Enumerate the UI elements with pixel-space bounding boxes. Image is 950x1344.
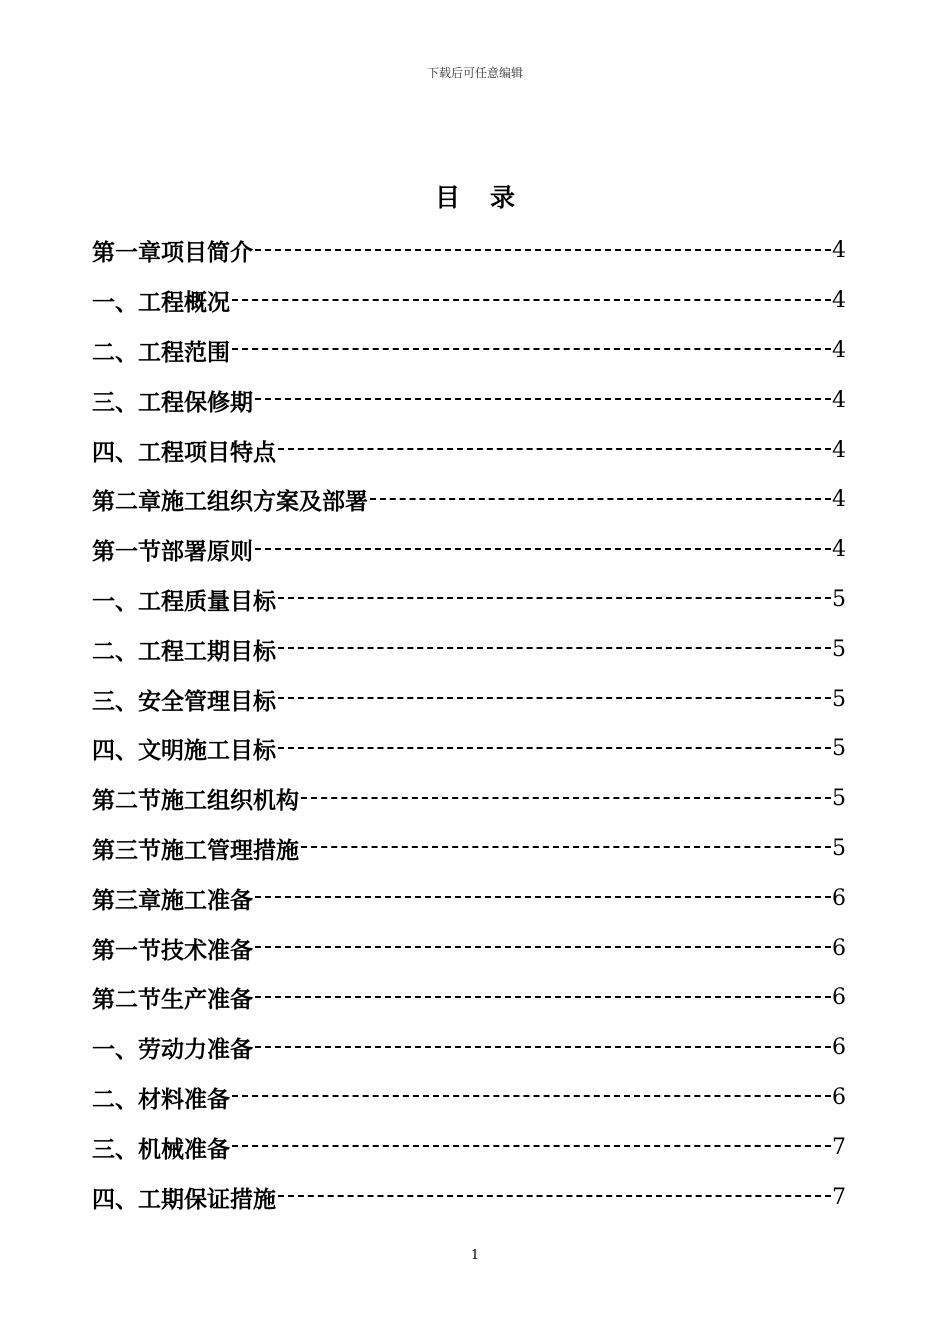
toc-entry-page: 6 bbox=[832, 1084, 846, 1110]
toc-entry[interactable] bbox=[92, 375, 846, 425]
toc-entry[interactable] bbox=[92, 923, 846, 973]
page-number: 1 bbox=[470, 1248, 480, 1263]
toc-entry-page: 6 bbox=[832, 935, 846, 961]
toc-leader-line bbox=[370, 498, 831, 500]
toc-entry[interactable] bbox=[92, 1122, 846, 1172]
toc-entry-label: 二、工程工期目标 bbox=[92, 638, 276, 665]
toc-leader-line bbox=[301, 797, 831, 799]
toc-entry-label: 三、安全管理目标 bbox=[92, 688, 276, 715]
toc-entry-page: 5 bbox=[832, 835, 846, 861]
toc-leader-line bbox=[278, 747, 831, 749]
toc-entry-label: 一、工程概况 bbox=[92, 290, 230, 317]
toc-entry-page: 7 bbox=[832, 1134, 846, 1160]
toc-entry-label: 三、机械准备 bbox=[92, 1136, 230, 1163]
toc-entry-label: 二、材料准备 bbox=[92, 1086, 230, 1113]
toc-entry[interactable] bbox=[92, 724, 846, 774]
header-note: 下载后可任意编辑 bbox=[426, 66, 523, 80]
toc-leader-line bbox=[278, 597, 831, 599]
toc-entry[interactable] bbox=[92, 774, 846, 824]
toc-entry[interactable] bbox=[92, 973, 846, 1023]
toc-entry-page: 5 bbox=[832, 736, 846, 762]
toc-leader-line bbox=[278, 647, 831, 649]
toc-entry[interactable] bbox=[92, 624, 846, 674]
toc-entry-label: 四、工期保证措施 bbox=[92, 1186, 276, 1213]
toc-leader-line bbox=[278, 448, 831, 450]
toc-entry-label: 第一节部署原则 bbox=[92, 539, 253, 566]
toc-entry[interactable] bbox=[92, 525, 846, 575]
toc-leader-line bbox=[255, 996, 831, 998]
toc-entry[interactable] bbox=[92, 475, 846, 525]
toc-entry[interactable] bbox=[92, 824, 846, 874]
toc-entry-page: 6 bbox=[832, 985, 846, 1011]
toc-entry-page: 6 bbox=[832, 1035, 846, 1061]
toc-entry-label: 一、工程质量目标 bbox=[92, 588, 276, 615]
toc-entry-page: 4 bbox=[832, 437, 846, 463]
toc-entry-page: 5 bbox=[832, 636, 846, 662]
toc-entry-label: 第一节技术准备 bbox=[92, 937, 253, 964]
toc-entry-label: 三、工程保修期 bbox=[92, 389, 253, 416]
toc-entry-label: 第三章施工准备 bbox=[92, 887, 253, 914]
toc-entry[interactable] bbox=[92, 575, 846, 625]
toc-leader-line bbox=[255, 398, 831, 400]
toc-leader-line bbox=[278, 697, 831, 699]
toc-entry-page: 5 bbox=[832, 586, 846, 612]
toc-entry-page: 4 bbox=[832, 387, 846, 413]
toc-entry[interactable] bbox=[92, 674, 846, 724]
toc-entry-page: 7 bbox=[832, 1184, 846, 1210]
toc-entry-label: 二、工程范围 bbox=[92, 339, 230, 366]
toc-entry-page: 4 bbox=[832, 537, 846, 563]
toc-entry-label: 四、工程项目特点 bbox=[92, 439, 276, 466]
toc-leader-line bbox=[232, 348, 831, 350]
toc-leader-line bbox=[232, 1095, 831, 1097]
toc-entry-label: 第二章施工组织方案及部署 bbox=[92, 489, 368, 516]
toc-leader-line bbox=[255, 946, 831, 948]
toc-entry-label: 第三节施工管理措施 bbox=[92, 837, 299, 864]
toc-entry[interactable] bbox=[92, 873, 846, 923]
toc-leader-line bbox=[255, 548, 831, 550]
toc-title: 目录 bbox=[434, 183, 545, 212]
toc-entry-label: 第一章项目简介 bbox=[92, 240, 253, 267]
toc-leader-line bbox=[255, 896, 831, 898]
toc-leader-line bbox=[301, 846, 831, 848]
toc-entry-label: 第二节施工组织机构 bbox=[92, 788, 299, 815]
toc-entry-page: 4 bbox=[832, 238, 846, 264]
toc-leader-line bbox=[232, 299, 831, 301]
toc-entry[interactable] bbox=[92, 276, 846, 326]
toc-entry-page: 6 bbox=[832, 885, 846, 911]
toc-leader-line bbox=[278, 1195, 831, 1197]
toc-entry-page: 4 bbox=[832, 288, 846, 314]
toc-entry[interactable] bbox=[92, 1023, 846, 1073]
toc-entry-label: 四、文明施工目标 bbox=[92, 738, 276, 765]
toc-entry[interactable] bbox=[92, 326, 846, 376]
toc-entry-page: 5 bbox=[832, 786, 846, 812]
toc-entry[interactable] bbox=[92, 425, 846, 475]
toc-leader-line bbox=[255, 1046, 831, 1048]
toc-entry[interactable] bbox=[92, 226, 846, 276]
toc-entry-page: 4 bbox=[832, 487, 846, 513]
toc-leader-line bbox=[232, 1145, 831, 1147]
table-of-contents bbox=[92, 226, 846, 1222]
toc-entry-label: 第二节生产准备 bbox=[92, 987, 253, 1014]
toc-leader-line bbox=[255, 249, 831, 251]
toc-entry[interactable] bbox=[92, 1073, 846, 1123]
toc-entry-page: 4 bbox=[832, 337, 846, 363]
toc-entry-page: 5 bbox=[832, 686, 846, 712]
toc-entry[interactable] bbox=[92, 1172, 846, 1222]
toc-entry-label: 一、劳动力准备 bbox=[92, 1037, 253, 1064]
